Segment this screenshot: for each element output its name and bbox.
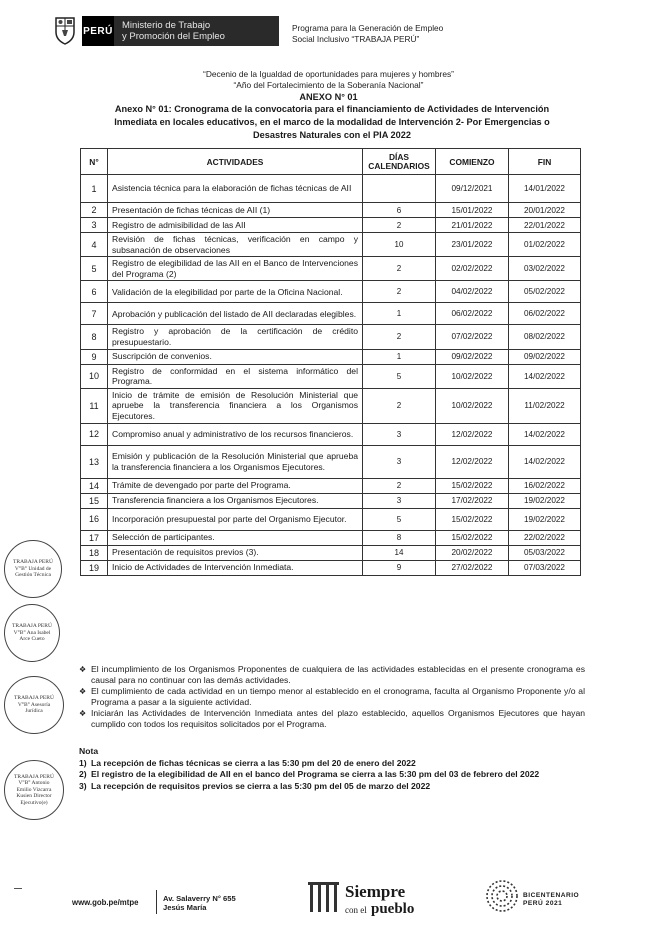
footer-divider [156,890,157,914]
row-days: 2 [363,281,436,303]
list-item [79,708,585,730]
row-number: 13 [81,445,108,478]
header-days-line2: CALENDARIOS [368,160,430,171]
row-activity: Registro de elegibilidad de las AII en el Banco de Intervenciones del Programa (2) [108,257,363,281]
header-activity: ACTIVIDADES [108,149,363,175]
row-number: 18 [81,545,108,560]
row-number: 4 [81,233,108,257]
row-number: 3 [81,218,108,233]
annex-heading [82,103,582,142]
table-row [81,388,581,423]
row-activity: Inicio de Actividades de Intervención Inmediata. [108,560,363,575]
row-days: 2 [363,325,436,349]
row-number: 10 [81,364,108,388]
approval-stamp-1 [4,540,62,598]
row-number: 2 [81,203,108,218]
row-days: 2 [363,478,436,493]
row-start: 04/02/2022 [436,281,509,303]
row-start: 12/02/2022 [436,445,509,478]
row-start: 10/02/2022 [436,388,509,423]
annex-heading-line2: Inmediata en locales educativos, en el marco de la modalidad de Intervención 2- Por Emergencias o [114,117,550,127]
header-num: N° [81,149,108,175]
row-activity: Emisión y publicación de la Resolución Ministerial que aprueba la transferencia financiera a los Organismos Ejecutores. [108,445,363,478]
note-text: La recepción de fichas técnicas se cierra a las 5:30 pm del 20 de enero del 2022 [91,757,416,768]
row-end: 19/02/2022 [509,508,581,530]
row-start: 15/02/2022 [436,530,509,545]
list-item [79,686,585,708]
row-number: 11 [81,388,108,423]
program-name [292,23,443,44]
schedule-table [80,148,581,576]
row-start: 23/01/2022 [436,233,509,257]
row-number: 9 [81,349,108,364]
program-line2: Social Inclusivo “TRABAJA PERÚ” [292,33,420,44]
row-activity: Presentación de requisitos previos (3). [108,545,363,560]
peru-label: PERÚ [82,16,114,46]
bullet-icon: ❖ [79,709,87,718]
row-end: 14/02/2022 [509,364,581,388]
table-row [81,445,581,478]
row-start: 15/02/2022 [436,478,509,493]
bullet-icon: ❖ [79,665,87,674]
coat-of-arms-icon [52,14,78,46]
table-row [81,349,581,364]
table-row [81,364,581,388]
header-days [363,149,436,175]
note-number: 1) [79,757,87,768]
row-activity: Revisión de fichas técnicas, verificación en campo y subsanación de observaciones [108,233,363,257]
table-row [81,508,581,530]
row-activity: Validación de la elegibilidad por parte de la Oficina Nacional. [108,281,363,303]
table-row [81,218,581,233]
row-number: 14 [81,478,108,493]
row-end: 05/03/2022 [509,545,581,560]
row-end: 05/02/2022 [509,281,581,303]
bicentenario-logo [523,892,579,908]
program-line1: Programa para la Generación de Empleo [292,23,444,33]
row-start: 17/02/2022 [436,493,509,508]
row-start: 07/02/2022 [436,325,509,349]
note-text: El registro de la elegibilidad de AII en el banco del Programa se cierra a las 5:30 pm del 03 de febrero del 2022 [91,769,540,779]
row-end: 11/02/2022 [509,388,581,423]
row-start: 15/02/2022 [436,508,509,530]
row-activity: Inicio de trámite de emisión de Resolución Ministerial que apruebe la transferencia financiera a los Organismos Ejecutores. [108,388,363,423]
row-number: 5 [81,257,108,281]
row-activity: Registro de conformidad en el sistema informático del Programa. [108,364,363,388]
annex-heading-line1: Anexo N° 01: Cronograma de la convocatoria para el financiamiento de Actividades de Intervención [114,104,550,114]
row-activity: Trámite de devengado por parte del Programa. [108,478,363,493]
row-days [363,175,436,203]
bullet-text: Iniciarán las Actividades de Intervención Inmediata antes del plazo establecido, aquellos Organismos Ejecutores que hayan cumplido con todos los requisitos solicitados por el Programa. [91,708,585,729]
row-end: 14/02/2022 [509,445,581,478]
bicentenario-line1: BICENTENARIO [523,892,580,899]
approval-stamp-4 [4,760,64,820]
table-row [81,203,581,218]
annex-heading-line3: Desastres Naturales con el PIA 2022 [253,130,411,140]
table-row [81,423,581,445]
row-number: 7 [81,303,108,325]
row-activity: Suscripción de convenios. [108,349,363,364]
row-start: 15/01/2022 [436,203,509,218]
row-days: 2 [363,257,436,281]
row-number: 19 [81,560,108,575]
table-row [81,493,581,508]
ministry-logo [82,16,279,46]
row-start: 27/02/2022 [436,560,509,575]
row-days: 1 [363,303,436,325]
row-activity: Registro y aprobación de la certificación de crédito presupuestario. [108,325,363,349]
pueblo-text: pueblo [371,901,415,917]
address-line1: Av. Salaverry N° 655 [163,894,236,903]
table-header-row [81,149,581,175]
row-activity: Presentación de fichas técnicas de AII (1) [108,203,363,218]
table-row [81,560,581,575]
pillars-icon [306,880,340,914]
row-days: 9 [363,560,436,575]
row-end: 01/02/2022 [509,233,581,257]
notes-section [79,746,585,792]
row-number: 12 [81,423,108,445]
table-row [81,325,581,349]
row-end: 03/02/2022 [509,257,581,281]
stamp-text-3: TRABAJA PERÚ V°B° Asesoría Jurídica [14,695,54,715]
decade-line1: “Decenio de la Igualdad de oportunidades para mujeres y hombres” [203,69,454,79]
row-start: 09/12/2021 [436,175,509,203]
row-start: 20/02/2022 [436,545,509,560]
row-days: 10 [363,233,436,257]
row-number: 17 [81,530,108,545]
bullet-icon: ❖ [79,687,87,696]
row-start: 09/02/2022 [436,349,509,364]
row-days: 14 [363,545,436,560]
approval-stamp-2 [4,604,60,662]
address-line2: Jesús María [163,903,207,912]
notes-title: Nota [79,746,99,756]
row-end: 09/02/2022 [509,349,581,364]
row-end: 08/02/2022 [509,325,581,349]
note-text: La recepción de requisitos previos se cierra a las 5:30 pm del 05 de marzo del 2022 [91,780,431,791]
note-item [79,758,585,770]
page-footer [0,870,657,920]
stamp-text-1: TRABAJA PERÚ V°B° Unidad de Gestión Técnica [13,559,53,579]
header-start: COMIENZO [436,149,509,175]
table-row [81,281,581,303]
row-activity: Selección de participantes. [108,530,363,545]
decade-line2: “Año del Fortalecimiento de la Soberanía Nacional” [233,80,424,90]
row-days: 3 [363,423,436,445]
row-end: 07/03/2022 [509,560,581,575]
row-activity: Incorporación presupuestal por parte del Organismo Ejecutor. [108,508,363,530]
row-end: 06/02/2022 [509,303,581,325]
approval-stamp-3 [4,676,64,734]
stamp-text-4: TRABAJA PERÚ V°B° Antonio Emilio Vizcarra Kusien Director Ejecutivo(e) [14,773,54,806]
anexo-title: ANEXO N° 01 [299,92,358,102]
table-row [81,478,581,493]
row-end: 20/01/2022 [509,203,581,218]
note-item [79,781,585,793]
footer-url[interactable]: www.gob.pe/mtpe [72,898,139,907]
row-days: 2 [363,388,436,423]
row-end: 14/01/2022 [509,175,581,203]
bicentenario-line2: PERÚ 2021 [523,900,563,907]
row-days: 1 [363,349,436,364]
bullet-text: El incumplimiento de los Organismos Proponentes de cualquiera de las actividades establecidas en el presente cronograma es causal para no continuar con las demás actividades. [91,664,585,685]
bullet-text: El cumplimiento de cada actividad en un tiempo menor al establecido en el cronograma, faculta al Organismo Proponente y/o al Programa a pasar a la siguiente actividad. [91,686,585,707]
list-item [79,664,585,686]
row-end: 22/02/2022 [509,530,581,545]
ministry-line2: y Promoción del Empleo [122,31,225,42]
table-row [81,257,581,281]
row-start: 06/02/2022 [436,303,509,325]
header-end: FIN [509,149,581,175]
row-end: 16/02/2022 [509,478,581,493]
table-row [81,175,581,203]
row-number: 15 [81,493,108,508]
row-start: 02/02/2022 [436,257,509,281]
notes-list [79,758,585,793]
siempre-logo [345,884,414,918]
row-days: 5 [363,364,436,388]
row-number: 16 [81,508,108,530]
row-start: 12/02/2022 [436,423,509,445]
row-activity: Compromiso anual y administrativo de los recursos financieros. [108,423,363,445]
row-days: 3 [363,493,436,508]
bicentenario-icon [484,878,520,914]
ministry-line1: Ministerio de Trabajo [122,20,211,31]
ministry-name [114,20,225,42]
table-row [81,545,581,560]
row-start: 10/02/2022 [436,364,509,388]
table-row [81,303,581,325]
row-end: 22/01/2022 [509,218,581,233]
row-end: 19/02/2022 [509,493,581,508]
row-activity: Registro de admisibilidad de las AII [108,218,363,233]
stamp-text-2: TRABAJA PERÚ V°B° Ana Isabel Arce Cueto [12,623,52,643]
note-number: 2) [79,769,87,779]
row-end: 14/02/2022 [509,423,581,445]
siempre-text: Siempre [345,882,406,901]
row-number: 6 [81,281,108,303]
table-row [81,530,581,545]
page-header [52,14,612,50]
header-days-line1: DÍAS [388,151,409,162]
row-days: 5 [363,508,436,530]
con-el-text: con el [345,905,367,915]
row-days: 2 [363,218,436,233]
row-activity: Aprobación y publicación del listado de AII declaradas elegibles. [108,303,363,325]
row-days: 3 [363,445,436,478]
row-number: 1 [81,175,108,203]
note-item [79,769,585,781]
row-number: 8 [81,325,108,349]
row-activity: Asistencia técnica para la elaboración de fichas técnicas de AII [108,175,363,203]
row-start: 21/01/2022 [436,218,509,233]
footer-address [163,894,236,912]
note-number: 3) [79,780,87,791]
schedule-body [81,175,581,576]
row-days: 6 [363,203,436,218]
table-row [81,233,581,257]
conditions-list [79,664,585,730]
row-days: 8 [363,530,436,545]
row-activity: Transferencia financiera a los Organismos Ejecutores. [108,493,363,508]
